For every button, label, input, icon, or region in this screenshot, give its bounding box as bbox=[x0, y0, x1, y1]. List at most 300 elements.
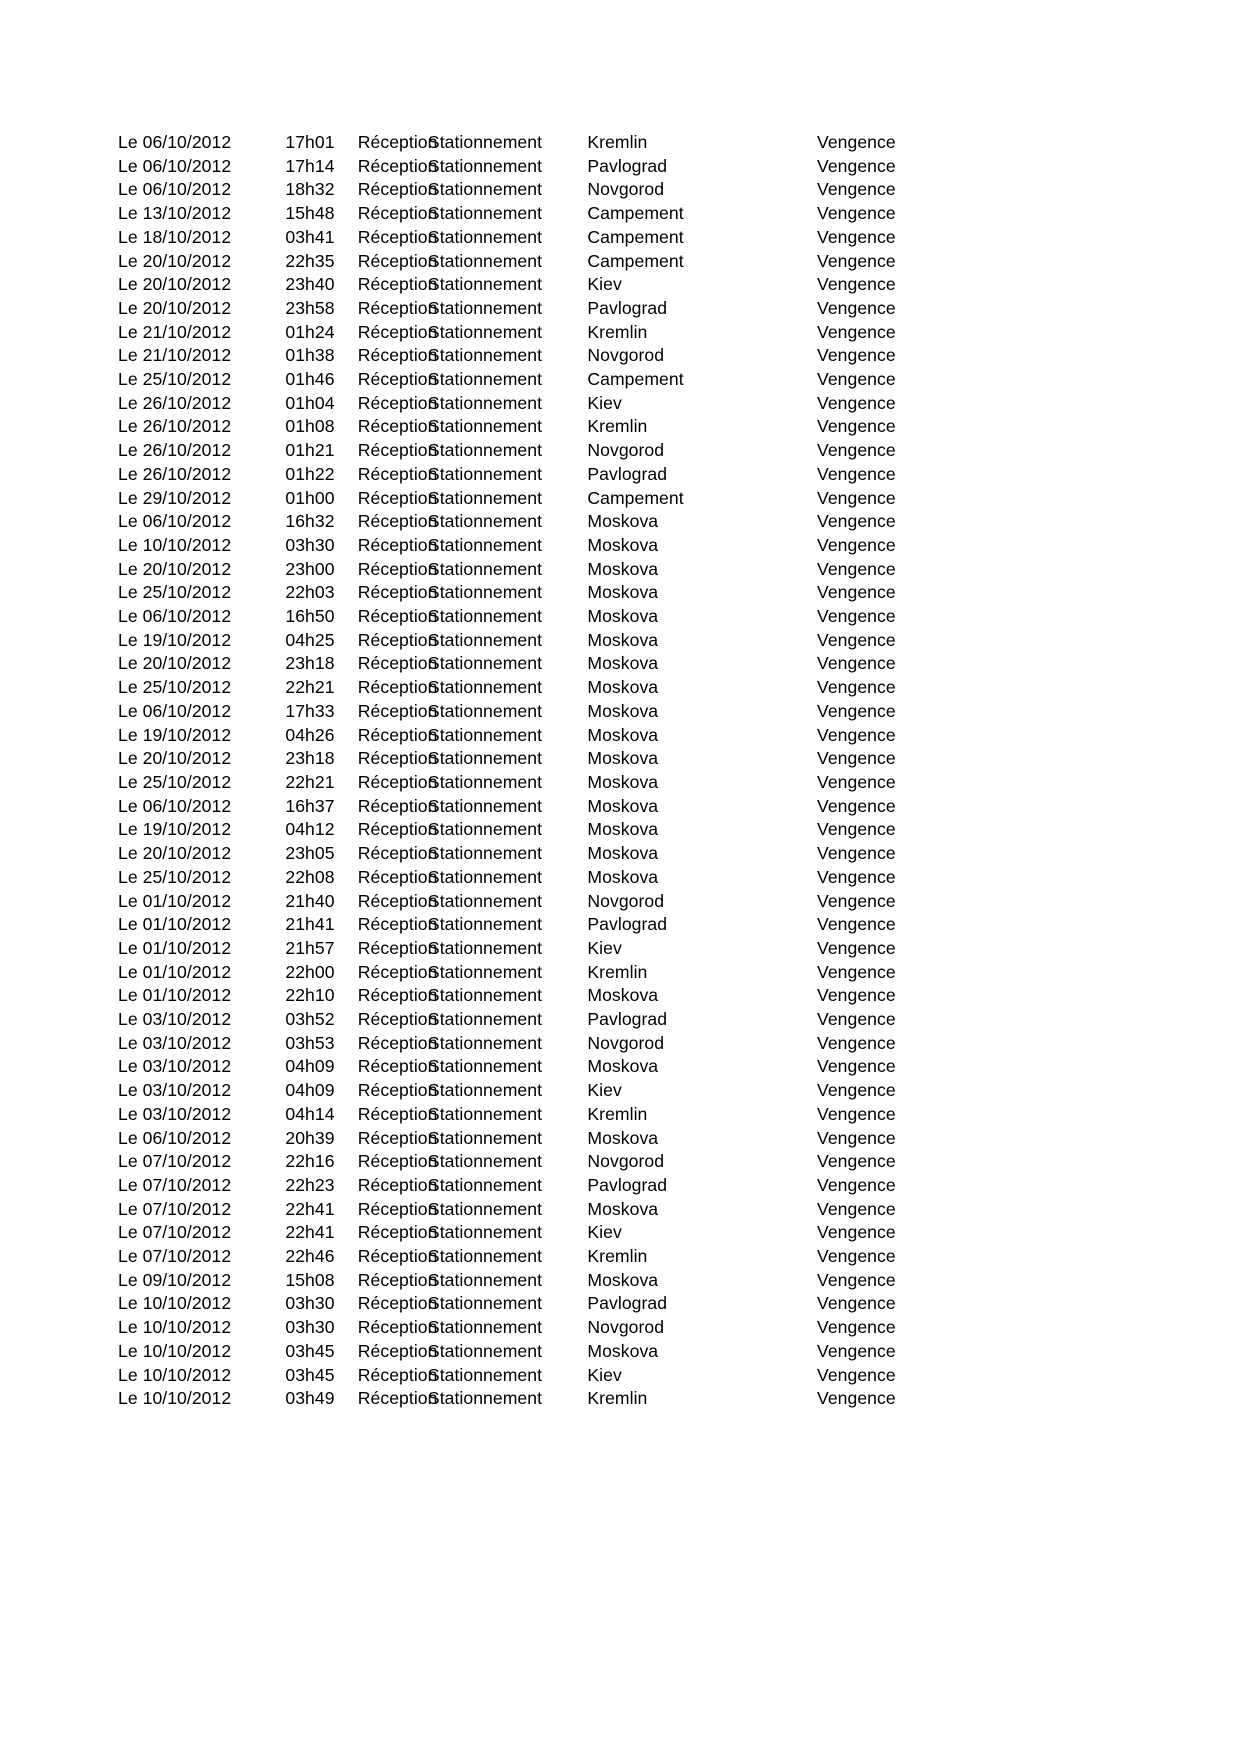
cell-activity: Stationnement bbox=[427, 1246, 543, 1267]
cell-activity: Stationnement bbox=[427, 937, 543, 958]
cell-location: Campement bbox=[587, 487, 684, 508]
cell-time: 03h41 bbox=[285, 226, 335, 247]
cell-operation: Vengence bbox=[817, 937, 896, 958]
table-row bbox=[118, 344, 998, 368]
cell-date: Le 06/10/2012 bbox=[118, 132, 232, 152]
cell-type: Réception bbox=[357, 1127, 438, 1148]
cell-location: Moskova bbox=[587, 843, 659, 864]
table-row bbox=[118, 226, 998, 250]
cell-time: 23h18 bbox=[285, 748, 335, 769]
cell-activity: Stationnement bbox=[427, 1388, 543, 1409]
table-row bbox=[118, 629, 998, 653]
cell-location: Moskova bbox=[587, 985, 659, 1006]
cell-time: 22h10 bbox=[285, 985, 335, 1006]
cell-activity: Stationnement bbox=[427, 985, 543, 1006]
cell-date: Le 10/10/2012 bbox=[118, 1388, 232, 1409]
cell-type: Réception bbox=[357, 724, 438, 745]
table-row bbox=[118, 1316, 998, 1340]
cell-operation: Vengence bbox=[817, 155, 896, 176]
cell-operation: Vengence bbox=[817, 1317, 896, 1338]
cell-location: Moskova bbox=[587, 511, 659, 532]
cell-location: Novgorod bbox=[587, 345, 665, 366]
cell-operation: Vengence bbox=[817, 700, 896, 721]
cell-time: 15h08 bbox=[285, 1269, 335, 1290]
cell-date: Le 20/10/2012 bbox=[118, 748, 232, 769]
cell-activity: Stationnement bbox=[427, 392, 543, 413]
cell-activity: Stationnement bbox=[427, 961, 543, 982]
cell-time: 17h01 bbox=[285, 132, 335, 152]
cell-date: Le 26/10/2012 bbox=[118, 463, 232, 484]
table-row bbox=[118, 747, 998, 771]
cell-operation: Vengence bbox=[817, 1198, 896, 1219]
cell-operation: Vengence bbox=[817, 416, 896, 437]
cell-type: Réception bbox=[357, 961, 438, 982]
cell-location: Moskova bbox=[587, 558, 659, 579]
cell-operation: Vengence bbox=[817, 961, 896, 982]
cell-time: 04h25 bbox=[285, 629, 335, 650]
cell-activity: Stationnement bbox=[427, 297, 543, 318]
cell-activity: Stationnement bbox=[427, 1317, 543, 1338]
cell-activity: Stationnement bbox=[427, 1198, 543, 1219]
cell-operation: Vengence bbox=[817, 606, 896, 627]
cell-location: Campement bbox=[587, 369, 684, 390]
table-row bbox=[118, 724, 998, 748]
cell-time: 22h21 bbox=[285, 771, 335, 792]
cell-time: 22h00 bbox=[285, 961, 335, 982]
cell-date: Le 01/10/2012 bbox=[118, 914, 232, 935]
cell-time: 18h32 bbox=[285, 179, 335, 200]
cell-type: Réception bbox=[357, 1009, 438, 1030]
cell-operation: Vengence bbox=[817, 511, 896, 532]
cell-type: Réception bbox=[357, 1317, 438, 1338]
cell-type: Réception bbox=[357, 487, 438, 508]
cell-type: Réception bbox=[357, 1032, 438, 1053]
cell-type: Réception bbox=[357, 1340, 438, 1361]
cell-location: Moskova bbox=[587, 866, 659, 887]
cell-date: Le 03/10/2012 bbox=[118, 1056, 232, 1077]
cell-time: 23h40 bbox=[285, 274, 335, 295]
table-row bbox=[118, 368, 998, 392]
cell-type: Réception bbox=[357, 179, 438, 200]
cell-type: Réception bbox=[357, 511, 438, 532]
cell-operation: Vengence bbox=[817, 819, 896, 840]
cell-operation: Vengence bbox=[817, 369, 896, 390]
cell-activity: Stationnement bbox=[427, 132, 543, 152]
cell-location: Novgorod bbox=[587, 440, 665, 461]
table-row bbox=[118, 463, 998, 487]
table-row bbox=[118, 890, 998, 914]
cell-location: Kiev bbox=[587, 392, 622, 413]
cell-operation: Vengence bbox=[817, 487, 896, 508]
cell-location: Pavlograd bbox=[587, 155, 668, 176]
log-entries-body bbox=[118, 131, 998, 1411]
cell-operation: Vengence bbox=[817, 1103, 896, 1124]
cell-activity: Stationnement bbox=[427, 440, 543, 461]
cell-time: 04h26 bbox=[285, 724, 335, 745]
table-row bbox=[118, 1055, 998, 1079]
cell-time: 01h38 bbox=[285, 345, 335, 366]
cell-location: Moskova bbox=[587, 534, 659, 555]
cell-operation: Vengence bbox=[817, 866, 896, 887]
table-row bbox=[118, 913, 998, 937]
cell-operation: Vengence bbox=[817, 748, 896, 769]
table-row bbox=[118, 250, 998, 274]
cell-activity: Stationnement bbox=[427, 866, 543, 887]
cell-location: Kremlin bbox=[587, 416, 648, 437]
cell-activity: Stationnement bbox=[427, 819, 543, 840]
table-row bbox=[118, 415, 998, 439]
cell-date: Le 19/10/2012 bbox=[118, 629, 232, 650]
cell-activity: Stationnement bbox=[427, 795, 543, 816]
cell-type: Réception bbox=[357, 1364, 438, 1385]
cell-location: Pavlograd bbox=[587, 1009, 668, 1030]
cell-activity: Stationnement bbox=[427, 843, 543, 864]
cell-activity: Stationnement bbox=[427, 1009, 543, 1030]
cell-date: Le 10/10/2012 bbox=[118, 1317, 232, 1338]
cell-location: Moskova bbox=[587, 795, 659, 816]
table-row bbox=[118, 1269, 998, 1293]
cell-activity: Stationnement bbox=[427, 629, 543, 650]
table-row bbox=[118, 866, 998, 890]
cell-time: 22h46 bbox=[285, 1246, 335, 1267]
cell-operation: Vengence bbox=[817, 1174, 896, 1195]
cell-location: Pavlograd bbox=[587, 463, 668, 484]
cell-operation: Vengence bbox=[817, 677, 896, 698]
cell-type: Réception bbox=[357, 1246, 438, 1267]
cell-activity: Stationnement bbox=[427, 771, 543, 792]
cell-location: Kiev bbox=[587, 1364, 622, 1385]
cell-location: Moskova bbox=[587, 819, 659, 840]
cell-type: Réception bbox=[357, 1388, 438, 1409]
table-row bbox=[118, 178, 998, 202]
cell-activity: Stationnement bbox=[427, 1103, 543, 1124]
cell-activity: Stationnement bbox=[427, 558, 543, 579]
cell-location: Kiev bbox=[587, 1080, 622, 1101]
cell-time: 16h32 bbox=[285, 511, 335, 532]
cell-date: Le 01/10/2012 bbox=[118, 890, 232, 911]
cell-type: Réception bbox=[357, 866, 438, 887]
cell-date: Le 20/10/2012 bbox=[118, 274, 232, 295]
cell-time: 22h23 bbox=[285, 1174, 335, 1195]
cell-time: 01h08 bbox=[285, 416, 335, 437]
cell-time: 03h30 bbox=[285, 534, 335, 555]
cell-time: 03h52 bbox=[285, 1009, 335, 1030]
cell-operation: Vengence bbox=[817, 463, 896, 484]
cell-operation: Vengence bbox=[817, 440, 896, 461]
table-row bbox=[118, 297, 998, 321]
cell-type: Réception bbox=[357, 226, 438, 247]
cell-type: Réception bbox=[357, 416, 438, 437]
cell-location: Pavlograd bbox=[587, 914, 668, 935]
cell-activity: Stationnement bbox=[427, 1174, 543, 1195]
cell-date: Le 07/10/2012 bbox=[118, 1151, 232, 1172]
cell-activity: Stationnement bbox=[427, 582, 543, 603]
cell-date: Le 06/10/2012 bbox=[118, 179, 232, 200]
cell-activity: Stationnement bbox=[427, 1269, 543, 1290]
cell-date: Le 19/10/2012 bbox=[118, 819, 232, 840]
table-row bbox=[118, 605, 998, 629]
table-row bbox=[118, 676, 998, 700]
cell-location: Moskova bbox=[587, 1127, 659, 1148]
table-row bbox=[118, 652, 998, 676]
cell-location: Moskova bbox=[587, 700, 659, 721]
table-row bbox=[118, 439, 998, 463]
cell-date: Le 06/10/2012 bbox=[118, 700, 232, 721]
table-row bbox=[118, 321, 998, 345]
cell-time: 03h45 bbox=[285, 1364, 335, 1385]
cell-activity: Stationnement bbox=[427, 700, 543, 721]
cell-activity: Stationnement bbox=[427, 321, 543, 342]
table-row bbox=[118, 1103, 998, 1127]
cell-operation: Vengence bbox=[817, 890, 896, 911]
cell-activity: Stationnement bbox=[427, 487, 543, 508]
cell-time: 16h37 bbox=[285, 795, 335, 816]
table-row bbox=[118, 1174, 998, 1198]
cell-type: Réception bbox=[357, 677, 438, 698]
cell-date: Le 20/10/2012 bbox=[118, 250, 232, 271]
cell-date: Le 20/10/2012 bbox=[118, 653, 232, 674]
cell-operation: Vengence bbox=[817, 582, 896, 603]
cell-location: Kremlin bbox=[587, 321, 648, 342]
cell-operation: Vengence bbox=[817, 629, 896, 650]
cell-location: Novgorod bbox=[587, 1317, 665, 1338]
table-row bbox=[118, 558, 998, 582]
cell-operation: Vengence bbox=[817, 179, 896, 200]
cell-operation: Vengence bbox=[817, 392, 896, 413]
cell-time: 01h04 bbox=[285, 392, 335, 413]
cell-date: Le 01/10/2012 bbox=[118, 937, 232, 958]
table-row bbox=[118, 818, 998, 842]
cell-date: Le 10/10/2012 bbox=[118, 1340, 232, 1361]
cell-date: Le 26/10/2012 bbox=[118, 416, 232, 437]
cell-type: Réception bbox=[357, 369, 438, 390]
cell-type: Réception bbox=[357, 534, 438, 555]
cell-operation: Vengence bbox=[817, 653, 896, 674]
cell-location: Kremlin bbox=[587, 1103, 648, 1124]
cell-date: Le 03/10/2012 bbox=[118, 1103, 232, 1124]
cell-location: Kremlin bbox=[587, 1388, 648, 1409]
cell-location: Novgorod bbox=[587, 179, 665, 200]
cell-time: 23h00 bbox=[285, 558, 335, 579]
cell-location: Novgorod bbox=[587, 1032, 665, 1053]
cell-type: Réception bbox=[357, 345, 438, 366]
cell-operation: Vengence bbox=[817, 132, 896, 152]
cell-activity: Stationnement bbox=[427, 1340, 543, 1361]
cell-date: Le 03/10/2012 bbox=[118, 1032, 232, 1053]
cell-operation: Vengence bbox=[817, 1032, 896, 1053]
cell-location: Moskova bbox=[587, 582, 659, 603]
cell-type: Réception bbox=[357, 771, 438, 792]
cell-location: Moskova bbox=[587, 1269, 659, 1290]
cell-type: Réception bbox=[357, 890, 438, 911]
cell-date: Le 25/10/2012 bbox=[118, 369, 232, 390]
cell-operation: Vengence bbox=[817, 1009, 896, 1030]
cell-type: Réception bbox=[357, 132, 438, 152]
cell-location: Campement bbox=[587, 226, 684, 247]
cell-date: Le 06/10/2012 bbox=[118, 795, 232, 816]
cell-activity: Stationnement bbox=[427, 748, 543, 769]
cell-activity: Stationnement bbox=[427, 653, 543, 674]
table-row bbox=[118, 131, 998, 155]
cell-date: Le 21/10/2012 bbox=[118, 321, 232, 342]
cell-activity: Stationnement bbox=[427, 1151, 543, 1172]
cell-time: 03h45 bbox=[285, 1340, 335, 1361]
cell-type: Réception bbox=[357, 203, 438, 224]
cell-type: Réception bbox=[357, 1174, 438, 1195]
table-row bbox=[118, 1221, 998, 1245]
cell-activity: Stationnement bbox=[427, 914, 543, 935]
table-row bbox=[118, 487, 998, 511]
table-row bbox=[118, 1364, 998, 1388]
cell-operation: Vengence bbox=[817, 771, 896, 792]
table-row bbox=[118, 1150, 998, 1174]
cell-activity: Stationnement bbox=[427, 1056, 543, 1077]
cell-type: Réception bbox=[357, 606, 438, 627]
cell-date: Le 06/10/2012 bbox=[118, 511, 232, 532]
table-row bbox=[118, 795, 998, 819]
cell-activity: Stationnement bbox=[427, 155, 543, 176]
cell-location: Moskova bbox=[587, 677, 659, 698]
cell-activity: Stationnement bbox=[427, 416, 543, 437]
cell-location: Moskova bbox=[587, 1056, 659, 1077]
table-row bbox=[118, 700, 998, 724]
cell-time: 03h49 bbox=[285, 1388, 335, 1409]
table-row bbox=[118, 510, 998, 534]
table-row bbox=[118, 581, 998, 605]
cell-operation: Vengence bbox=[817, 724, 896, 745]
cell-date: Le 20/10/2012 bbox=[118, 558, 232, 579]
cell-operation: Vengence bbox=[817, 203, 896, 224]
cell-type: Réception bbox=[357, 1080, 438, 1101]
cell-type: Réception bbox=[357, 985, 438, 1006]
cell-time: 04h09 bbox=[285, 1056, 335, 1077]
cell-time: 17h33 bbox=[285, 700, 335, 721]
cell-location: Kiev bbox=[587, 274, 622, 295]
cell-type: Réception bbox=[357, 937, 438, 958]
cell-operation: Vengence bbox=[817, 558, 896, 579]
cell-date: Le 03/10/2012 bbox=[118, 1009, 232, 1030]
cell-time: 03h30 bbox=[285, 1317, 335, 1338]
cell-type: Réception bbox=[357, 297, 438, 318]
cell-operation: Vengence bbox=[817, 1364, 896, 1385]
cell-location: Moskova bbox=[587, 771, 659, 792]
table-row bbox=[118, 984, 998, 1008]
cell-operation: Vengence bbox=[817, 1222, 896, 1243]
cell-type: Réception bbox=[357, 250, 438, 271]
cell-type: Réception bbox=[357, 463, 438, 484]
cell-type: Réception bbox=[357, 653, 438, 674]
cell-date: Le 25/10/2012 bbox=[118, 582, 232, 603]
table-row bbox=[118, 392, 998, 416]
cell-date: Le 07/10/2012 bbox=[118, 1246, 232, 1267]
cell-activity: Stationnement bbox=[427, 724, 543, 745]
table-row bbox=[118, 1079, 998, 1103]
cell-operation: Vengence bbox=[817, 985, 896, 1006]
cell-time: 22h41 bbox=[285, 1222, 335, 1243]
cell-time: 01h24 bbox=[285, 321, 335, 342]
cell-activity: Stationnement bbox=[427, 250, 543, 271]
cell-location: Kremlin bbox=[587, 132, 648, 152]
cell-time: 04h14 bbox=[285, 1103, 335, 1124]
cell-time: 21h57 bbox=[285, 937, 335, 958]
cell-time: 03h30 bbox=[285, 1293, 335, 1314]
cell-type: Réception bbox=[357, 392, 438, 413]
cell-activity: Stationnement bbox=[427, 1293, 543, 1314]
table-row bbox=[118, 1292, 998, 1316]
cell-time: 01h21 bbox=[285, 440, 335, 461]
cell-operation: Vengence bbox=[817, 1293, 896, 1314]
cell-date: Le 25/10/2012 bbox=[118, 677, 232, 698]
cell-date: Le 20/10/2012 bbox=[118, 297, 232, 318]
table-row bbox=[118, 1127, 998, 1151]
cell-location: Moskova bbox=[587, 606, 659, 627]
cell-type: Réception bbox=[357, 1198, 438, 1219]
cell-type: Réception bbox=[357, 1056, 438, 1077]
cell-type: Réception bbox=[357, 795, 438, 816]
cell-type: Réception bbox=[357, 558, 438, 579]
cell-time: 01h22 bbox=[285, 463, 335, 484]
cell-operation: Vengence bbox=[817, 250, 896, 271]
cell-activity: Stationnement bbox=[427, 226, 543, 247]
cell-date: Le 06/10/2012 bbox=[118, 606, 232, 627]
cell-type: Réception bbox=[357, 1293, 438, 1314]
cell-type: Réception bbox=[357, 1269, 438, 1290]
cell-date: Le 18/10/2012 bbox=[118, 226, 232, 247]
cell-operation: Vengence bbox=[817, 226, 896, 247]
table-row bbox=[118, 771, 998, 795]
cell-location: Moskova bbox=[587, 653, 659, 674]
cell-operation: Vengence bbox=[817, 345, 896, 366]
table-row bbox=[118, 1340, 998, 1364]
cell-activity: Stationnement bbox=[427, 203, 543, 224]
cell-activity: Stationnement bbox=[427, 1222, 543, 1243]
cell-date: Le 07/10/2012 bbox=[118, 1222, 232, 1243]
log-entries-table bbox=[118, 131, 998, 1411]
table-row bbox=[118, 1032, 998, 1056]
cell-location: Pavlograd bbox=[587, 297, 668, 318]
cell-location: Moskova bbox=[587, 748, 659, 769]
cell-activity: Stationnement bbox=[427, 179, 543, 200]
cell-activity: Stationnement bbox=[427, 1364, 543, 1385]
cell-activity: Stationnement bbox=[427, 534, 543, 555]
table-row bbox=[118, 1245, 998, 1269]
cell-operation: Vengence bbox=[817, 1269, 896, 1290]
cell-activity: Stationnement bbox=[427, 890, 543, 911]
cell-date: Le 01/10/2012 bbox=[118, 961, 232, 982]
cell-time: 03h53 bbox=[285, 1032, 335, 1053]
cell-operation: Vengence bbox=[817, 1388, 896, 1409]
cell-date: Le 10/10/2012 bbox=[118, 1364, 232, 1385]
cell-time: 22h35 bbox=[285, 250, 335, 271]
cell-time: 22h08 bbox=[285, 866, 335, 887]
cell-time: 01h00 bbox=[285, 487, 335, 508]
cell-date: Le 13/10/2012 bbox=[118, 203, 232, 224]
cell-activity: Stationnement bbox=[427, 1032, 543, 1053]
table-row bbox=[118, 842, 998, 866]
cell-type: Réception bbox=[357, 700, 438, 721]
cell-date: Le 06/10/2012 bbox=[118, 1127, 232, 1148]
table-row bbox=[118, 1198, 998, 1222]
cell-date: Le 26/10/2012 bbox=[118, 440, 232, 461]
table-row bbox=[118, 155, 998, 179]
cell-date: Le 25/10/2012 bbox=[118, 866, 232, 887]
cell-date: Le 29/10/2012 bbox=[118, 487, 232, 508]
table-row bbox=[118, 202, 998, 226]
cell-date: Le 07/10/2012 bbox=[118, 1198, 232, 1219]
cell-type: Réception bbox=[357, 440, 438, 461]
cell-date: Le 20/10/2012 bbox=[118, 843, 232, 864]
cell-activity: Stationnement bbox=[427, 606, 543, 627]
